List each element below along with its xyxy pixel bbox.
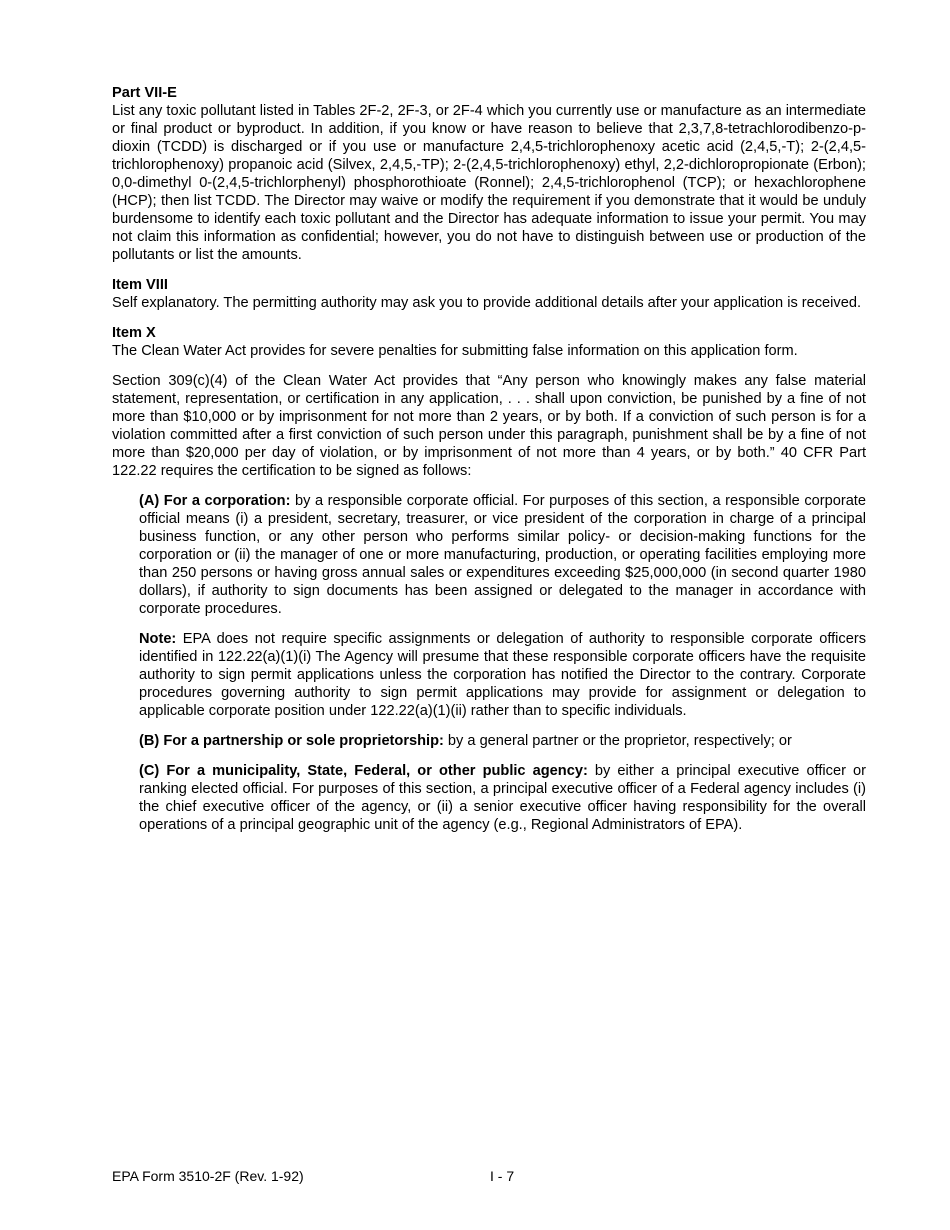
section-text: Self explanatory. The permitting authority may ask you to provide additional details after your application is received. <box>112 295 862 311</box>
section-heading: Part VII-E <box>112 85 177 101</box>
public-agency-signatory <box>139 762 866 834</box>
partnership-lead: (B) For a partnership or sole proprietorship: <box>139 733 444 749</box>
form-identifier: EPA Form 3510-2F (Rev. 1-92) <box>112 1168 304 1184</box>
corporation-text: by a responsible corporate official. For purposes of this section, a responsible corporate official means (i) a president, secretary, treasurer, or vice president of the corporation in charge of a principal business function, or any other person who performs similar policy- or decision-making functions for the corporation or (ii) the manager of one or more manufacturing, production, or operating facilities employing more than 250 persons or having gross annual sales or expenditures exceeding $25,000,000 (in second quarter 1980 dollars), if authority to sign documents has been assigned or delegated to the manager in accordance with corporate procedures. <box>139 493 866 617</box>
section-item-x <box>112 324 866 834</box>
partnership-signatory <box>139 732 866 750</box>
public-agency-lead: (C) For a municipality, State, Federal, or other public agency: <box>139 763 588 779</box>
page-number: I - 7 <box>490 1168 515 1184</box>
note-paragraph <box>139 630 866 720</box>
section-text: List any toxic pollutant listed in Tables 2F-2, 2F-3, or 2F-4 which you currently use or manufacture as an intermediate or final product or byproduct. In addition, if you know or have reason to believe that 2,3,7,8-tetrachlorodibenzo-p-dioxin (TCDD) is discharged or if you use or manufacture 2,4,5-trichlorophenoxy acetic acid (2,4,5,-T); 2-(2,4,5-trichlorophenoxy) propanoic acid (Silvex, 2,4,5,-TP); 2-(2,4,5-trichlorophenoxy) ethyl, 2,2-dichloropropionate (Erbon); 0,0-dimethyl 0-(2,4,5-trichlorphenyl) phosphorothioate (Ronnel); 2,4,5-trichlorophenol (TCP); or hexachlorophene (HCP); then list TCDD. The Director may waive or modify the requirement if you demonstrate that it would be unduly burdensome to identify each toxic pollutant and the Director has adequate information to issue your permit. You may not claim this information as confidential; however, you do not have to distinguish between use or production of the pollutants or list the amounts. <box>112 103 866 263</box>
section-item-viii <box>112 276 866 312</box>
partnership-text: by a general partner or the proprietor, respectively; or <box>443 733 792 749</box>
corporation-signatory <box>139 492 866 618</box>
penalty-intro: The Clean Water Act provides for severe penalties for submitting false information on this application form. <box>112 343 798 359</box>
public-agency-text: by either a principal executive officer or ranking elected official. For purposes of this section, a principal executive officer of a Federal agency includes (i) the chief executive officer of the agency, or (ii) a senior executive officer having responsibility for the overall operations of a principal geographic unit of the agency (e.g., Regional Administrators of EPA). <box>139 763 866 833</box>
note-text: EPA does not require specific assignments or delegation of authority to responsible corporate officers identified in 122.22(a)(1)(i) The Agency will presume that these responsible corporate officers have the requisite authority to sign permit applications unless the corporation has notified the Director to the contrary. Corporate procedures governing authority to sign permit applications may provide for assignment or delegation to applicable corporate position under 122.22(a)(1)(ii) rather than to specific individuals. <box>139 631 866 719</box>
corporation-lead: (A) For a corporation: <box>139 493 291 509</box>
section-309-quote: Section 309(c)(4) of the Clean Water Act provides that “Any person who knowingly makes any false material statement, representation, or certification in any application, . . . shall upon conviction, be punished by a fine of not more than $10,000 or by imprisonment for not more than 2 years, or by both. If a conviction of such person is for a violation committed after a first conviction of such person under this paragraph, punishment shall be by a fine of not more than $20,000 per day of violation, or by imprisonment of not more than 4 years, or by both.” 40 CFR Part 122.22 requires the certification to be signed as follows: <box>112 373 866 479</box>
document-body <box>112 84 866 846</box>
section-heading: Item VIII <box>112 277 168 293</box>
section-heading: Item X <box>112 325 156 341</box>
section-part-vii-e <box>112 84 866 264</box>
note-lead: Note: <box>139 631 177 647</box>
